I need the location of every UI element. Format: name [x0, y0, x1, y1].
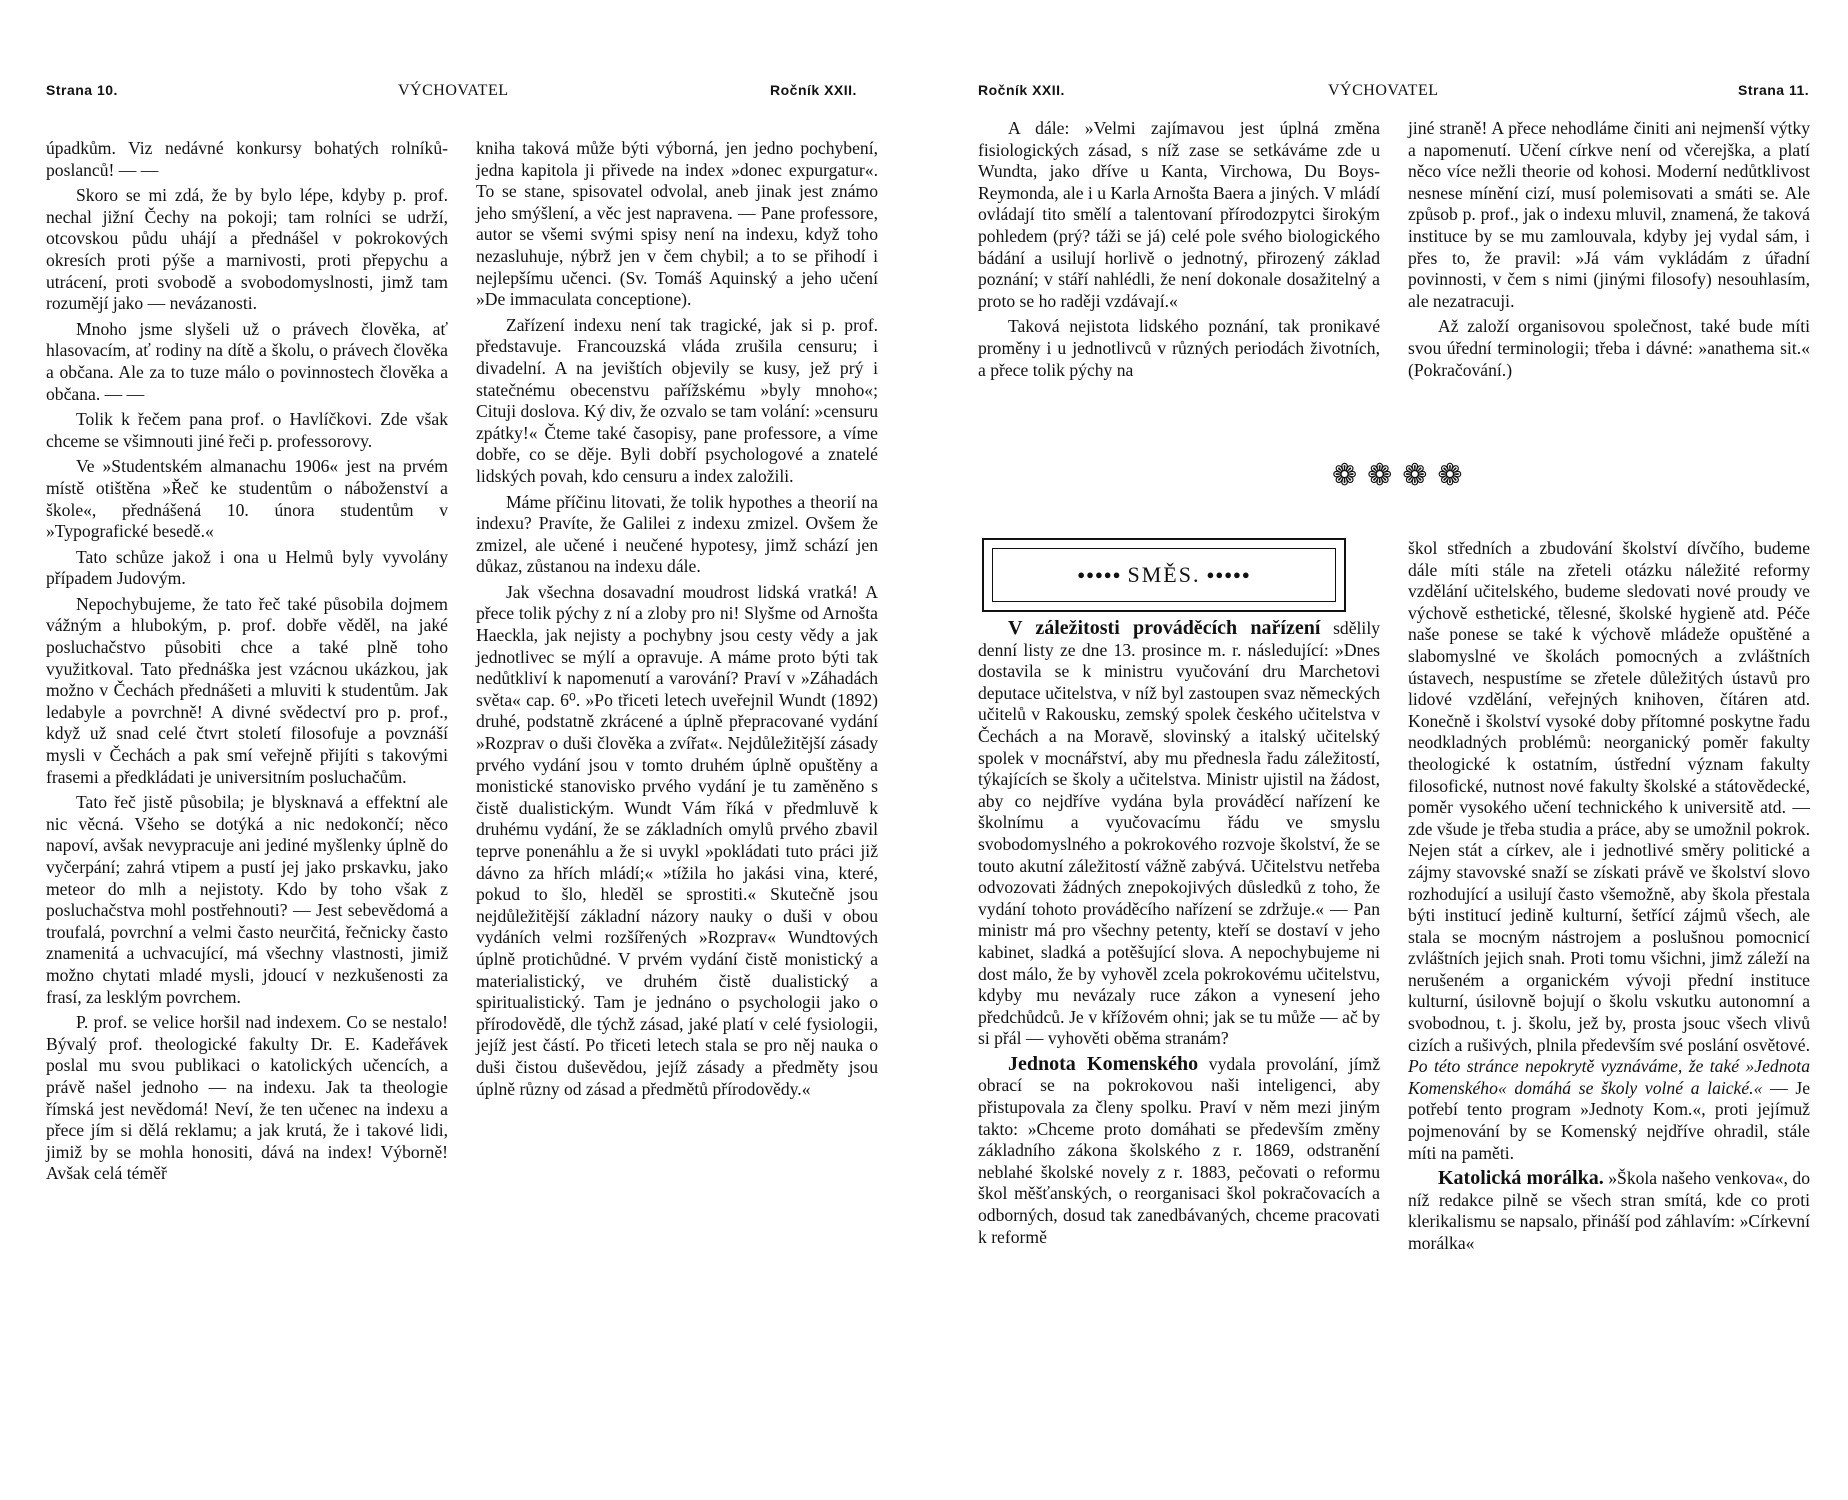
section-title-frame: [992, 548, 1336, 602]
paragraph: jiné straně! A přece nehodláme činiti ani nejmenší výtky a napomenutí. Učení církve není od včerejška, a platí něco více nežli theorie od kohosi. Moderní nedůtklivost nesnese mínění cizí, musí polemisovati a smáti se. Ale způsob p. prof., jak o indexu mluvil, znamená, že taková instituce by se mu zamlouvala, kdyby jej vydal sám, i přes to, že pravil: »Já vám vykládám z úřadní povinnosti, v čem s nimi (jinými filosofy) nesouhlasím, ale nezatracuji.: [1408, 118, 1810, 311]
paragraph: kniha taková může býti výborná, jen jedno pochybení, jedna kapitola ji přivede na index »donec expurgatur«. To se stane, spisovatel odvolal, aneb jinak jest známo jeho smýšlení, a věc jest napravena. — Pane professore, autor se všemi svými spisy není na indexu, když toho nezasluhuje, nýbrž jen v čem chybil; a to se přihodí i nejlepšímu učenci. (Sv. Tomáš Aquinský a jeho učení »De immaculata conceptione).: [476, 138, 878, 310]
dots-right-icon: ●●●●●: [1206, 567, 1251, 582]
news-item: [1408, 1168, 1810, 1254]
news-item: [978, 618, 1380, 1050]
paragraph: Tato schůze jakož i ona u Helmů byly vyvolány případem Judovým.: [46, 546, 448, 589]
right-column-1-top: [978, 118, 1380, 385]
paragraph: úpadkům. Viz nedávné konkursy bohatých rolníků-poslanců! — —: [46, 138, 448, 180]
journal-title: VÝCHOVATEL: [398, 82, 509, 99]
news-text: »Škola našeho venkova«, do níž redakce pilně se všech stran smítá, kde co proti klerikalismu se napsalo, přináší pod záhlavím: »Církevní morálka«: [1408, 1168, 1811, 1253]
paragraph: Mnoho jsme slyšeli už o právech člověka, ať hlasovacím, ať rodiny na dítě a školu, o právech člověka a občana. Ale za to tuze málo o povinnostech člověka a občana. — —: [46, 318, 448, 404]
paragraph: Zařízení indexu není tak tragické, jak si p. prof. představuje. Francouzská vláda zrušila censuru; i divadelní. A na jevištích objevily se kusy, jež prý i statečnému obecenstvu pařížskému »byly mnoho«; Cituji doslova. Ký div, že ozvalo se tam volání: »censuru zpátky!« Čteme také časopisy, pane professore, a víme dobře, co se děje. Byli dobří psychologové a znatelé lidských povah, kdo censuru a index založili.: [476, 314, 878, 486]
section-title: SMĚS.: [1127, 562, 1201, 587]
page-number: Strana 11.: [1738, 82, 1810, 98]
news-lead: Katolická morálka.: [1438, 1167, 1604, 1190]
right-column-2-top: [1408, 118, 1810, 385]
news-italic-text: Po této stránce nepokrytě vyznáváme, že také »Jednota Komenského« domáhá se školy volné a laické.«: [1408, 1056, 1810, 1098]
journal-title: VÝCHOVATEL: [1328, 82, 1439, 99]
paragraph: Tolik k řečem pana prof. o Havlíčkovi. Zde však chceme se všimnouti jiné řeči p. professorovy.: [46, 409, 448, 451]
right-column-1-bottom: [978, 618, 1380, 1252]
paragraph: A dále: »Velmi zajímavou jest úplná změna fisiologických zásad, s níž zase se setkáváme zde u Wundta, jako dříve u Kanta, Virchowa, Du Boys-Reymonda, ale i u Karla Arnošta Baera a jiných. V mládí ovládají tito smělí a talentovaní přírodozpytci širokým pohledem (prý? táži se já) celé pole svého biologického bádání a usilují horlivě o jednotný, přirozený základ poznání; v stáří nahlédli, že není dokonale dosažitelný a proto se ho raději vzdávají.«: [978, 118, 1380, 311]
paragraph: Skoro se mi zdá, že by bylo lépe, kdyby p. prof. nechal jižní Čechy na pokoji; tam rolníci se udrží, otcovskou půdu uhájí a přednášel v pokrokových okresích proti pýše a marnivosti, proti přepychu a utrácení, proti svobodě a svobodomyslnosti, jimž tam rozumějí jako — nevázanosti.: [46, 185, 448, 314]
news-lead: Jednota Komenského: [1008, 1052, 1199, 1075]
page-number: Strana 10.: [46, 82, 118, 98]
news-item: [978, 1054, 1380, 1248]
section-title-box: [982, 538, 1346, 612]
right-column-2-bottom: [1408, 538, 1810, 1259]
paragraph: Ve »Studentském almanachu 1906« jest na prvém místě otištěna »Řeč ke studentům o náboženství a škole«, přednášená 10. února studentům v »Typografické besedě.«: [46, 456, 448, 542]
paragraph: Až založí organisovou společnost, také bude míti svou úřední terminologii; třeba i dávné: »anathema sit.« (Pokračování.): [1408, 316, 1810, 380]
volume-label: Ročník XXII.: [978, 82, 1065, 98]
news-tail-text: — Je potřebí tento program »Jednoty Kom.«, proti jejímuž pojmenování by se Komenský nejdříve ohradil, stále míti na paměti.: [1408, 1077, 1811, 1163]
paragraph: Jak všechna dosavadní moudrost lidská vratká! A přece tolik pýchy z ní a zloby pro ni! Slyšme od Arnošta Haeckla, jak nejisty a pochybny jsou cesty vědy a jak jednotlivec se mýlí a opravuje. A máme proto býti tak nedůtkliví k napomenutí a varování? Praví v »Záhadách světa« cap. 6⁰. »Po třiceti letech uveřejnil Wundt (1892) druhé, podstatně zkrácené a úplně přepracované vydání »Rozprav o duši člověka a zvířat«. Nejdůležitější zásady prvého vydání jsou v tomto druhém úplně opuštěny a monistické stanovisko prvého vydání je tu zaměněno s čistě dualistickým. Wundt Vám říká v předmluvě k druhému vydání, že se základních omylů prvého zbavil teprve ponenáhlu a že si uvykl »pokládati tuto práci již dávno za hřích mládí;« »tížila ho jakási vina, které, pokud to šlo, hleděl se sprostiti.« Skutečně jsou nejdůležitější základní názory nauky o duši v obou vydáních velmi rozšířených »Rozprav« Wundtových úplně protichůdné. V prvém vydání čistě monistický a materialistický, ve druhém čistě dualistický a spiritualistický. Tam je jednáno o psychologii jako o přírodovědě, dle týchž zásad, jaké platí v celé fysiologii, jejíž jest částí. Po třiceti letech stala se pro něj nauka o duši čistou duševědou, jejíž zásady a předměty jsou úplně různy od zásad a předmětů přírodovědy.«: [476, 581, 878, 1099]
paragraph: Taková nejistota lidského poznání, tak pronikavé proměny i u jednotlivců v různých periodách životních, a přece tolik pýchy na: [978, 316, 1380, 380]
paragraph: Máme příčinu litovati, že tolik hypothes a theorií na indexu? Pravíte, že Galilei z indexu zmizel. Ovšem že zmizel, ale učené i neučené hypotesy, jimž schází jen důkaz, zůstanou na indexu dále.: [476, 491, 878, 577]
paragraph: Tato řeč jistě působila; je blysknavá a effektní ale nic věcná. Všeho se dotýká a nic nedokončí; něco napoví, avšak nevypracuje ani jediné myšlenky úplně do vyčerpání; zahrá vtipem a pustí jej jako prskavku, jako meteor do mlh a nejistoty. Kdo by toho však z posluchačstva mohl postřehnouti? — Jest sebevědomá a troufalá, povrchní a velmi často neurčitá, řečnicky často znamenitá a uchvacující, má všechny vlastnosti, jimiž možno chytati mladé mysli, jdoucí v nezkušenosti za frasí, za lesklým povrchem.: [46, 792, 448, 1007]
paragraph: P. prof. se velice horšil nad indexem. Co se nestalo! Bývalý prof. theologické fakulty Dr. E. Kadeřávek poslal mu svou publikaci o katolických učencích, a právě našel jednoho — na indexu. Jak ta theologie římská jest nevědomá! Neví, že ten učenec na indexu a přece jím si dělá reklamu; a jak krutá, že i takové lidi, jimiž by se mohla honositi, dává na index! Výborně! Avšak celá téměř: [46, 1012, 448, 1184]
left-column-2: [476, 138, 878, 1104]
volume-label: Ročník XXII.: [770, 82, 857, 98]
right-page: [924, 0, 1848, 1500]
news-text: sdělily denní listy ze dne 13. prosince m. r. následující: »Dnes dostavila se k ministru vyučování dru Marchetovi deputace učitelstva, v níž byl zastoupen svaz německých učitelů v Rakousku, zemský spolek českého učitelstva v Čechách a na Moravě, slovinský a italský učitelský spolek v mocnářství, aby mu přednesla řadu záležitostí, týkajících se školy a učitelstva. Ministr ujistil na žádost, aby co nejdříve vydána byla prováděcí nařízení ke školnímu a vyučovacímu řádu ve smyslu svobodomyslného a pokrokového rozvoje školství, že se touto akutní záležitostí vážně zabývá. Učitelstvu netřeba odvozovati žádných znepokojivých důsledků z toho, že vydání tohoto prováděcího nařízení se zdržuje.« — Pan ministr má pro všechny petenty, kteří se dostaví v jeho kabinet, sladká a potěšující slova. A nepochybujeme ni dost málo, že by vyhověl zcela pokrokovému učitelstvu, kdyby mu nevázaly ruce zákon a vynesení jeho předchůdců. Je v křížovém ohni; jak se tu může — ač by si přál — vyhověti oběma stranám?: [978, 618, 1380, 1049]
news-lead: V záležitosti prováděcích nařízení: [1008, 617, 1321, 639]
paragraph: Nepochybujeme, že tato řeč také působila dojmem vážným a hlubokým, p. prof. dobře věděl, na jaké posluchačstvo působiti chce a také plně toho využitkoval. Tato přednáška jest vzácnou ukázkou, jak možno v Čechách přednášeti a mluviti k studentům. Jak ledabyle a povrchně! A divné svědectví pro p. prof., když už snad celé čtvrt století filosofuje a povznáší mysli v Čechách a pak smí veřejně přijíti s takovými frasemi a předkládati je universitním posluchačům.: [46, 593, 448, 787]
news-text: vydala provolání, jímž obrací se na pokrokovou naši inteligenci, aby přistupovala za členy spolku. Praví v něm mezi jiným takto: »Chceme proto domáhati se především změny základního zákona školského z r. 1869, odstranění neblahé školské novely z r. 1883, pečovati o reformu škol měšťanských, o reorganisaci škol pokračovacích a odborných, dosud tak zanedbávaných, chceme pracovati k reformě: [978, 1053, 1380, 1247]
news-text: škol středních a zbudování školství dívčího, budeme dále míti stále na zřeteli otázku náležité reformy vzdělání učitelského, budeme sledovati nové proudy ve výchově esthetické, tělesné, školské hygieně atd. Péče naše ponese se také k výchově mládeže opuštěné a slabomyslné ve školách pomocných a zvláštních ústavech, nespustíme se zřetele důležitých ústavů pro lidové vzdělání, veřejných knihoven, čítáren atd. Konečně i školství vysoké doby přítomné poskytne řadu neodkladných problémů: neorganický poměr fakulty theologické k ostatním, ústřední význam fakulty filosofické, nutnost nové fakulty školské a státovědecké, poměr vysokého učení technického k universitě atd. — zde všude je třeba studia a práce, aby se umožnil pokrok. Nejen stát a církev, ale i jednotlivé směry politické a zájmy stavovské snaží se získati právě ve školství slovo rozhodující a usilují často všemožně, aby škola přestala býti institucí jedině kulturní, šetřící zájmů všech, ale stala se mocným nástrojem a poslušnou pomocnicí zvláštních jejich snah. Proti tomu všichni, jimž záleží na nerušeném a organickém vývoji přední instituce kulturní, úsilovně bojují o školu vskutku autonomní a svobodnou, t. j. školu, jež by, prosta jsouc všech vlivů cizích a rušivých, plnila především své poslání osvětové.: [1408, 538, 1810, 1055]
dots-left-icon: ●●●●●: [1077, 567, 1122, 582]
news-item: [1408, 538, 1810, 1164]
flower-ornament-icon: ❁❁❁❁: [1332, 459, 1473, 492]
left-column-1: [46, 138, 448, 1189]
section-header-wrap: [924, 410, 1384, 630]
